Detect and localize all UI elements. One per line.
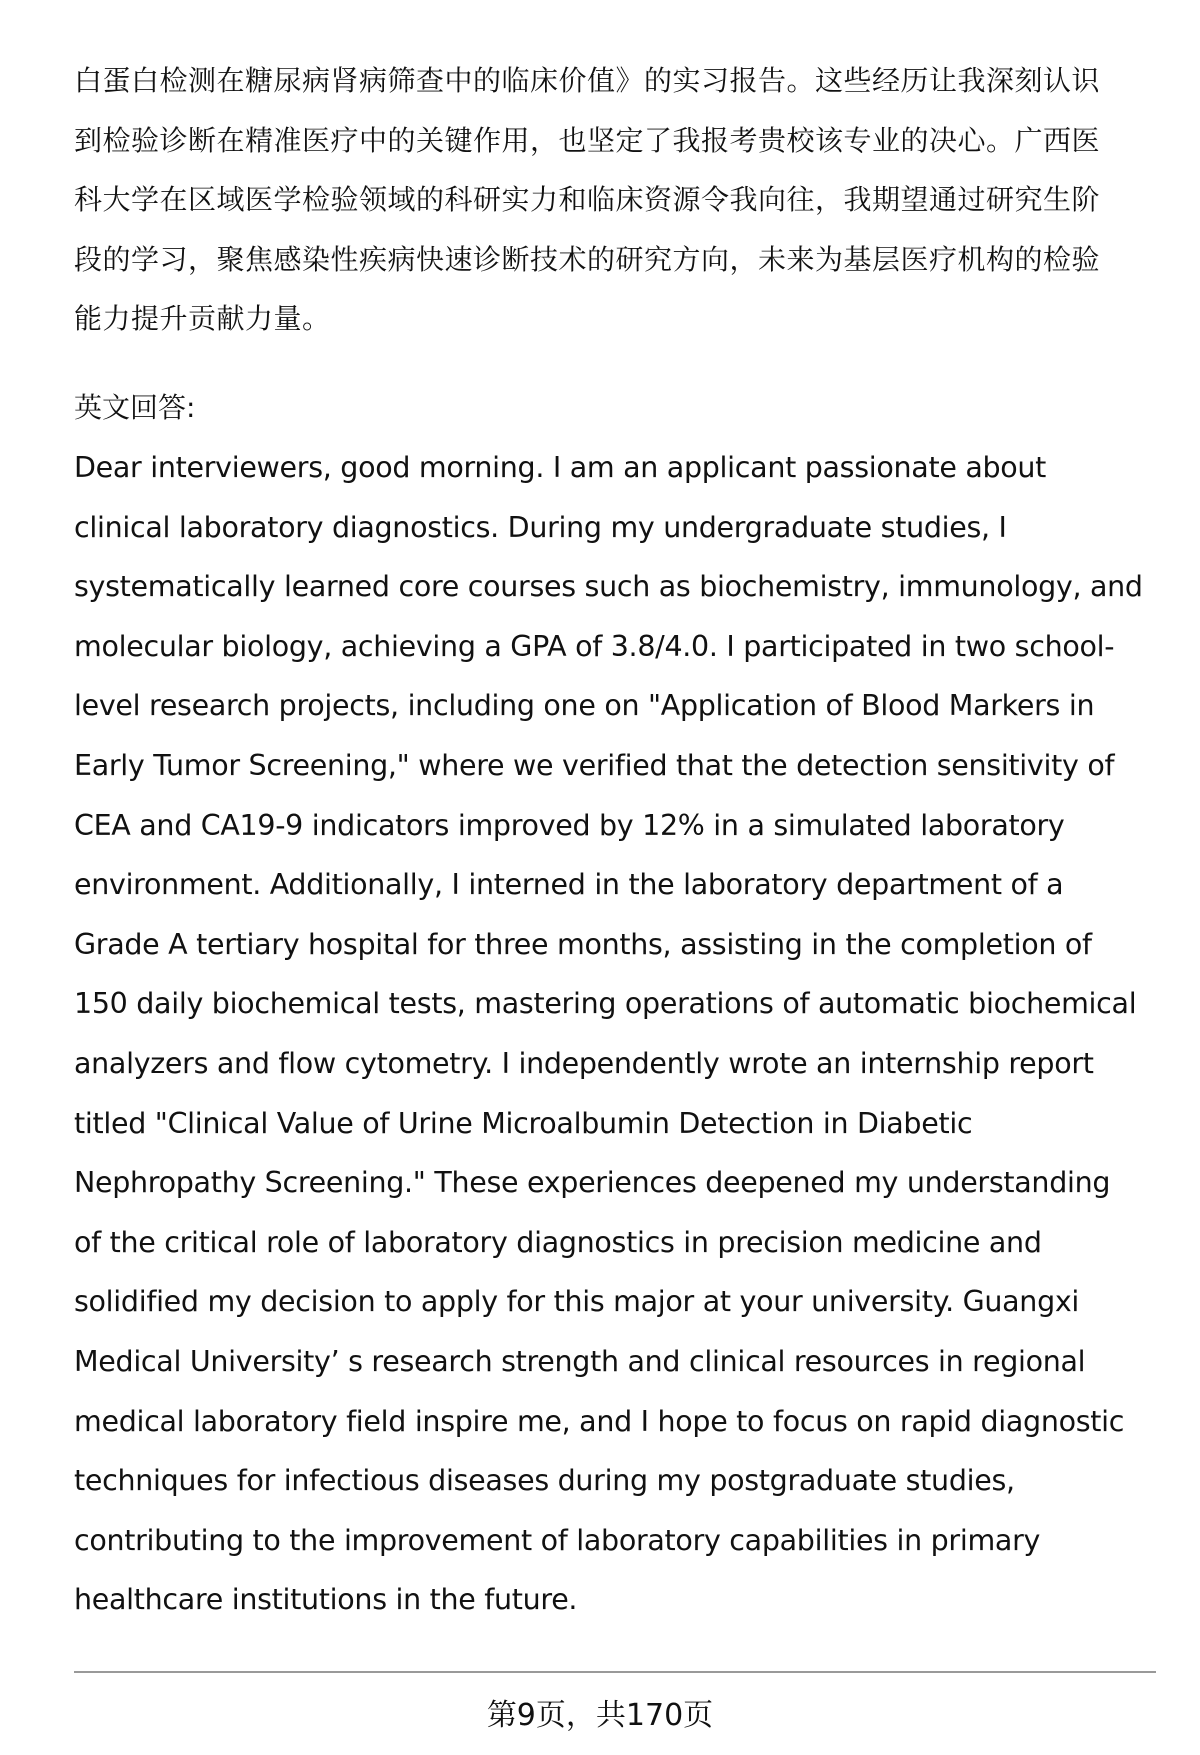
text-line: contributing to the improvement of laboratory capabilities in primary	[74, 1523, 1041, 1557]
page-number: 第9页，共170页	[486, 1698, 714, 1733]
text-line: level research projects, including one on "Application of Blood Markers in	[74, 689, 1095, 723]
text-line: Dear interviewers, good morning. I am an applicant passionate about	[74, 451, 1047, 484]
text-line: 白蛋白检测在糖尿病肾病筛查中的临床价值》的实习报告。这些经历让我深刻认识	[74, 64, 1101, 97]
english-answer-label: 英文回答:	[74, 391, 196, 424]
text-line: environment. Additionally, I interned in the laboratory department of a	[74, 868, 1064, 902]
text-line: Early Tumor Screening," where we verified that the detection sensitivity of	[74, 748, 1115, 782]
text-line: 科大学在区域医学检验领域的科研实力和临床资源令我向往，我期望通过研究生阶	[74, 183, 1101, 217]
english-answer-paragraph	[74, 438, 1154, 1630]
chinese-answer-paragraph	[74, 51, 1154, 349]
text-line: Grade A tertiary hospital for three months, assisting in the completion of	[74, 927, 1092, 961]
text-line: 150 daily biochemical tests, mastering operations of automatic biochemical	[74, 987, 1137, 1021]
text-line: analyzers and flow cytometry. I independently wrote an internship report	[74, 1046, 1094, 1080]
text-line: 能力提升贡献力量。	[74, 302, 331, 336]
text-line: healthcare institutions in the future.	[74, 1583, 578, 1617]
text-line: CEA and CA19-9 indicators improved by 12% in a simulated laboratory	[74, 808, 1065, 842]
footer-divider	[74, 1671, 1156, 1673]
text-line: Nephropathy Screening." These experiences deepened my understanding	[74, 1166, 1111, 1200]
text-line: clinical laboratory diagnostics. During my undergraduate studies, I	[74, 510, 1007, 544]
text-line: Medical University’ s research strength and clinical resources in regional	[74, 1344, 1086, 1378]
text-line: systematically learned core courses such as biochemistry, immunology, and	[74, 570, 1143, 604]
text-line: molecular biology, achieving a GPA of 3.8/4.0. I participated in two school-	[74, 629, 1115, 663]
text-line: titled "Clinical Value of Urine Microalbumin Detection in Diabetic	[74, 1106, 973, 1140]
text-line: 到检验诊断在精准医疗中的关键作用，也坚定了我报考贵校该专业的决心。广西医	[74, 123, 1101, 157]
text-line: solidified my decision to apply for this major at your university. Guangxi	[74, 1285, 1080, 1319]
text-line: 段的学习，聚焦感染性疾病快速诊断技术的研究方向，未来为基层医疗机构的检验	[74, 242, 1101, 276]
text-line: techniques for infectious diseases during my postgraduate studies,	[74, 1464, 1015, 1498]
text-line: medical laboratory field inspire me, and I hope to focus on rapid diagnostic	[74, 1404, 1125, 1438]
text-line: of the critical role of laboratory diagnostics in precision medicine and	[74, 1225, 1042, 1259]
